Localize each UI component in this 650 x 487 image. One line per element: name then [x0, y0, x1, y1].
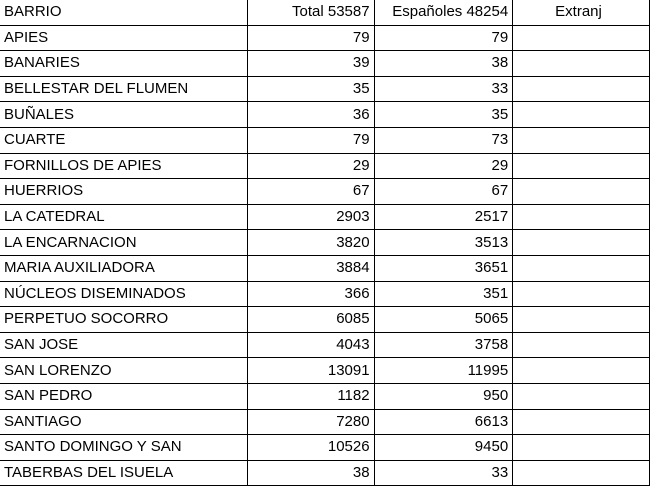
- extranjeros-cell[interactable]: [513, 435, 650, 461]
- total-cell[interactable]: 2903: [247, 204, 374, 230]
- barrio-cell[interactable]: BANARIES: [0, 51, 247, 77]
- extranjeros-cell[interactable]: [513, 383, 650, 409]
- espanoles-cell[interactable]: 11995: [374, 358, 513, 384]
- barrio-cell[interactable]: NÚCLEOS DISEMINADOS: [0, 281, 247, 307]
- extranjeros-cell[interactable]: [513, 179, 650, 205]
- total-cell[interactable]: 4043: [247, 332, 374, 358]
- espanoles-cell[interactable]: 29: [374, 153, 513, 179]
- espanoles-cell[interactable]: 5065: [374, 307, 513, 333]
- extranjeros-cell[interactable]: [513, 25, 650, 51]
- espanoles-cell[interactable]: 33: [374, 76, 513, 102]
- extranjeros-cell[interactable]: [513, 102, 650, 128]
- table-row: [0, 51, 650, 77]
- total-cell[interactable]: 3884: [247, 255, 374, 281]
- total-cell[interactable]: 6085: [247, 307, 374, 333]
- espanoles-cell[interactable]: 79: [374, 25, 513, 51]
- table-row: [0, 230, 650, 256]
- table-row: [0, 179, 650, 205]
- table-row: [0, 204, 650, 230]
- total-cell[interactable]: 67: [247, 179, 374, 205]
- espanoles-cell[interactable]: 3651: [374, 255, 513, 281]
- espanoles-cell[interactable]: 73: [374, 127, 513, 153]
- table-row: [0, 153, 650, 179]
- barrio-cell[interactable]: APIES: [0, 25, 247, 51]
- table-row: [0, 409, 650, 435]
- extranjeros-cell[interactable]: [513, 51, 650, 77]
- header-cell-espanoles[interactable]: Españoles 48254: [374, 0, 513, 25]
- total-cell[interactable]: 36: [247, 102, 374, 128]
- table-row: [0, 281, 650, 307]
- barrio-cell[interactable]: SANTO DOMINGO Y SAN: [0, 435, 247, 461]
- barrio-cell[interactable]: FORNILLOS DE APIES: [0, 153, 247, 179]
- espanoles-cell[interactable]: 351: [374, 281, 513, 307]
- espanoles-cell[interactable]: 9450: [374, 435, 513, 461]
- extranjeros-cell[interactable]: [513, 204, 650, 230]
- total-cell[interactable]: 366: [247, 281, 374, 307]
- total-cell[interactable]: 39: [247, 51, 374, 77]
- barrio-cell[interactable]: SAN PEDRO: [0, 383, 247, 409]
- espanoles-cell[interactable]: 2517: [374, 204, 513, 230]
- extranjeros-cell[interactable]: [513, 153, 650, 179]
- extranjeros-cell[interactable]: [513, 307, 650, 333]
- barrio-cell[interactable]: CUARTE: [0, 127, 247, 153]
- table-row: [0, 460, 650, 486]
- table-row: [0, 383, 650, 409]
- barrio-cell[interactable]: BELLESTAR DEL FLUMEN: [0, 76, 247, 102]
- total-cell[interactable]: 38: [247, 460, 374, 486]
- table-row: [0, 25, 650, 51]
- barrio-cell[interactable]: PERPETUO SOCORRO: [0, 307, 247, 333]
- table-row: [0, 332, 650, 358]
- table-row: [0, 435, 650, 461]
- barrio-cell[interactable]: MARIA AUXILIADORA: [0, 255, 247, 281]
- extranjeros-cell[interactable]: [513, 76, 650, 102]
- barrio-cell[interactable]: SANTIAGO: [0, 409, 247, 435]
- barrio-cell[interactable]: LA ENCARNACION: [0, 230, 247, 256]
- header-cell-total[interactable]: Total 53587: [247, 0, 374, 25]
- table-row: [0, 358, 650, 384]
- header-row: [0, 0, 650, 25]
- extranjeros-cell[interactable]: [513, 409, 650, 435]
- espanoles-cell[interactable]: 3513: [374, 230, 513, 256]
- header-cell-barrio[interactable]: BARRIO: [0, 0, 247, 25]
- espanoles-cell[interactable]: 38: [374, 51, 513, 77]
- header-cell-extranjeros[interactable]: Extranj: [513, 0, 650, 25]
- total-cell[interactable]: 79: [247, 127, 374, 153]
- table-row: [0, 255, 650, 281]
- extranjeros-cell[interactable]: [513, 281, 650, 307]
- total-cell[interactable]: 29: [247, 153, 374, 179]
- table-row: [0, 102, 650, 128]
- barrio-cell[interactable]: TABERBAS DEL ISUELA: [0, 460, 247, 486]
- barrio-cell[interactable]: BUÑALES: [0, 102, 247, 128]
- barrio-cell[interactable]: SAN LORENZO: [0, 358, 247, 384]
- total-cell[interactable]: 10526: [247, 435, 374, 461]
- espanoles-cell[interactable]: 6613: [374, 409, 513, 435]
- espanoles-cell[interactable]: 67: [374, 179, 513, 205]
- total-cell[interactable]: 1182: [247, 383, 374, 409]
- barrio-cell[interactable]: LA CATEDRAL: [0, 204, 247, 230]
- barrio-cell[interactable]: HUERRIOS: [0, 179, 247, 205]
- total-cell[interactable]: 79: [247, 25, 374, 51]
- total-cell[interactable]: 35: [247, 76, 374, 102]
- total-cell[interactable]: 13091: [247, 358, 374, 384]
- table-row: [0, 76, 650, 102]
- espanoles-cell[interactable]: 35: [374, 102, 513, 128]
- barrio-cell[interactable]: SAN JOSE: [0, 332, 247, 358]
- extranjeros-cell[interactable]: [513, 255, 650, 281]
- extranjeros-cell[interactable]: [513, 460, 650, 486]
- total-cell[interactable]: 3820: [247, 230, 374, 256]
- extranjeros-cell[interactable]: [513, 358, 650, 384]
- extranjeros-cell[interactable]: [513, 230, 650, 256]
- espanoles-cell[interactable]: 33: [374, 460, 513, 486]
- total-cell[interactable]: 7280: [247, 409, 374, 435]
- espanoles-cell[interactable]: 950: [374, 383, 513, 409]
- extranjeros-cell[interactable]: [513, 332, 650, 358]
- table-row: [0, 307, 650, 333]
- table-row: [0, 127, 650, 153]
- espanoles-cell[interactable]: 3758: [374, 332, 513, 358]
- extranjeros-cell[interactable]: [513, 127, 650, 153]
